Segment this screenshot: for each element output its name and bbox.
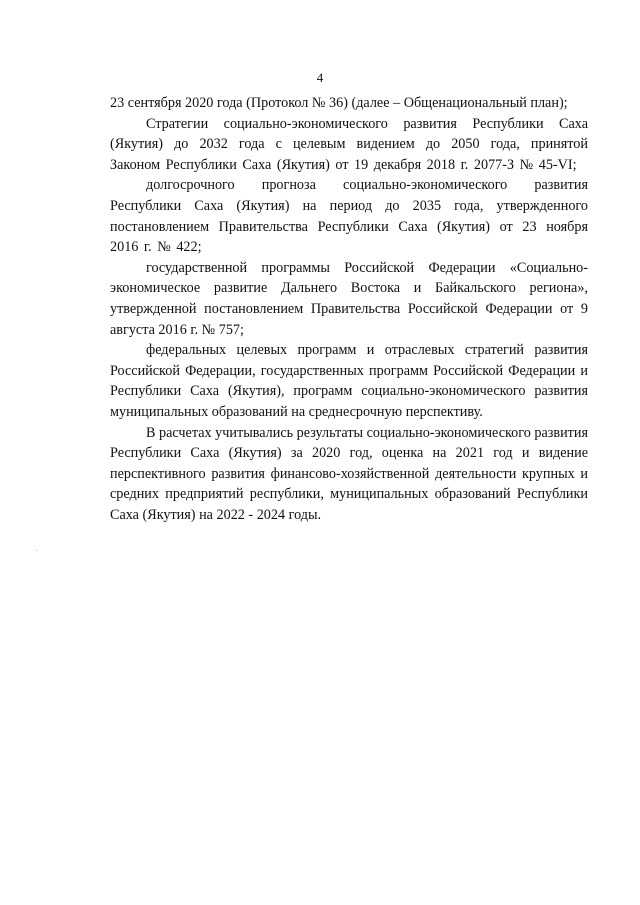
paragraph-plan-continuation: 23 сентября 2020 года (Протокол № 36) (далее – Общенациональный план); [110,95,568,111]
paragraph-calculations: В расчетах учитывались результаты социально-экономического развития Республики Саха (Якутия) за 2020 год, оценка на 2021 год и видение перспективного развития финансово-хозяйственной деятельности крупных и средних предприятий республики, муниципальных образований Республики Саха (Якутия) на 2022 - 2024 годы. [110,424,588,523]
document-body [110,93,588,525]
page-number: 4 [316,70,324,85]
paragraph-federal-programs: федеральных целевых программ и отраслевых стратегий развития Российской Федерации, государственных программ Российской Федерации и Республики Саха (Якутия), программ социально-экономического развития муниципальных образований на среднесрочную перспективу. [110,342,588,420]
scan-speck [36,550,37,551]
paragraph-long-term-forecast: долгосрочного прогноза социально-экономического развития Республики Саха (Якутия) на период до 2035 года, утвержденного постановлением Правительства Республики Саха (Якутия) от 23 ноября 2016 г. № 422; [110,177,588,256]
paragraph-strategy: Стратегии социально-экономического развития Республики Саха (Якутия) до 2032 года с целевым видением до 2050 года, принятой Законом Республики Саха (Якутия) от 19 декабря 2018 г. 2077-З № 45-VI; [110,115,588,173]
paragraph-state-program: государственной программы Российской Федерации «Социально-экономическое развитие Дальнего Востока и Байкальского региона», утвержденной постановлением Правительства Российской Федерации от 9 августа 2016 г. № 757; [110,259,588,338]
